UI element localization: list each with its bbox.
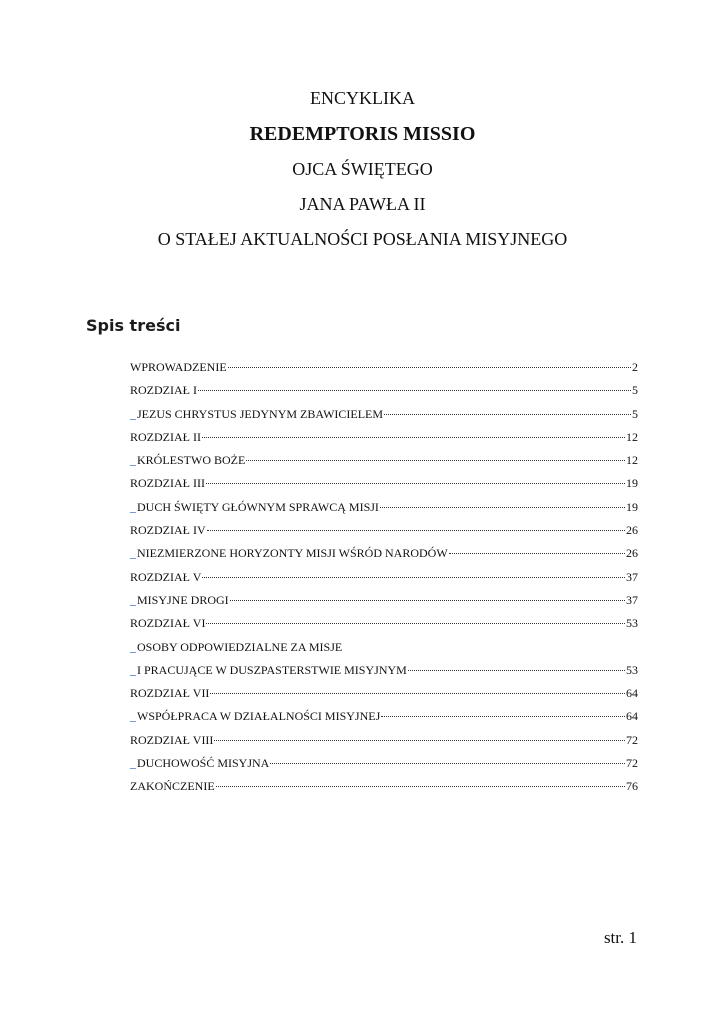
toc-entry[interactable] — [130, 686, 638, 709]
toc-entry-page[interactable]: 12 — [626, 453, 638, 468]
toc-entry[interactable] — [130, 546, 638, 569]
toc-entry-page[interactable]: 72 — [626, 732, 638, 747]
page-number: str. 1 — [603, 928, 637, 947]
toc-dot-leader — [210, 693, 625, 694]
toc-dot-leader — [206, 623, 625, 624]
document-author-line: OJCA ŚWIĘTEGO — [292, 159, 433, 179]
toc-entry-title[interactable]: ROZDZIAŁ I — [130, 383, 197, 398]
toc-entry-page[interactable]: 37 — [626, 569, 638, 584]
toc-entry[interactable] — [130, 756, 638, 779]
toc-entry-title[interactable]: _ KRÓLESTWO BOŻE — [130, 453, 245, 468]
toc-entry[interactable] — [130, 383, 638, 406]
toc-dot-leader — [228, 367, 631, 368]
toc-entry-page[interactable]: 26 — [626, 523, 638, 538]
toc-entry-page[interactable]: 5 — [632, 383, 638, 398]
document-title: REDEMPTORIS MISSIO — [249, 123, 476, 145]
toc-entry-page[interactable]: 2 — [632, 360, 638, 374]
toc-entry-title[interactable]: ROZDZIAŁ IV — [130, 523, 206, 538]
toc-dot-leader — [246, 460, 625, 461]
toc-entry-title[interactable]: ROZDZIAŁ VI — [130, 616, 206, 631]
toc-entry[interactable] — [130, 733, 638, 756]
toc-entry-page[interactable]: 76 — [626, 779, 638, 794]
toc-entry-title[interactable]: ZAKOŃCZENIE — [130, 779, 215, 794]
toc-entry-page[interactable]: 19 — [626, 476, 638, 491]
document-subtitle: O STAŁEJ AKTUALNOŚCI POSŁANIA MISYJNEGO — [157, 229, 568, 249]
toc-heading: Spis treści — [86, 316, 181, 335]
toc-entry-title[interactable]: _ WSPÓŁPRACA W DZIAŁALNOŚCI MISYJNEJ — [130, 709, 380, 724]
toc-entry-page[interactable]: 26 — [626, 546, 638, 561]
toc-entry[interactable] — [130, 663, 638, 686]
toc-dot-leader — [381, 716, 625, 717]
toc-dot-leader — [449, 553, 625, 554]
toc-entry[interactable] — [130, 360, 638, 383]
toc-dot-leader — [270, 763, 625, 764]
table-of-contents — [130, 360, 638, 803]
toc-entry-title[interactable]: _ DUCHOWOŚĆ MISYJNA — [130, 756, 269, 771]
toc-entry[interactable] — [130, 476, 638, 499]
toc-entry-title[interactable]: _ NIEZMIERZONE HORYZONTY MISJI WŚRÓD NARODÓW — [130, 546, 448, 561]
toc-entry-page[interactable]: 5 — [632, 406, 638, 421]
toc-entry-page[interactable]: 64 — [626, 709, 638, 724]
toc-entry-title[interactable]: ROZDZIAŁ VII — [130, 686, 210, 701]
toc-dot-leader — [207, 530, 625, 531]
toc-dot-leader — [384, 414, 631, 415]
toc-dot-leader — [216, 786, 625, 787]
toc-dot-leader — [214, 740, 625, 741]
document-author-name: JANA PAWŁA II — [299, 194, 426, 214]
toc-entry-title[interactable]: WPROWADZENIE — [130, 360, 227, 374]
toc-entry-title[interactable]: _ DUCH ŚWIĘTY GŁÓWNYM SPRAWCĄ MISJI — [130, 500, 379, 515]
toc-entry-title[interactable]: ROZDZIAŁ V — [130, 569, 202, 584]
toc-entry[interactable] — [130, 500, 638, 523]
toc-dot-leader — [408, 670, 625, 671]
toc-entry[interactable] — [130, 593, 638, 616]
toc-entry[interactable] — [130, 779, 638, 802]
toc-dot-leader — [380, 507, 625, 508]
toc-entry-page[interactable]: 53 — [626, 662, 638, 677]
toc-entry-page[interactable]: 72 — [626, 756, 638, 771]
toc-entry-title[interactable]: _ OSOBY ODPOWIEDZIALNE ZA MISJE — [130, 640, 342, 655]
toc-entry[interactable] — [130, 570, 638, 593]
toc-entry-page[interactable]: 19 — [626, 499, 638, 514]
toc-entry-title[interactable]: ROZDZIAŁ VIII — [130, 732, 214, 747]
toc-dot-leader — [198, 390, 631, 391]
document-type: ENCYKLIKA — [310, 88, 415, 108]
toc-entry-title[interactable]: ROZDZIAŁ III — [130, 476, 205, 491]
toc-entry[interactable] — [130, 616, 638, 639]
toc-entry-page[interactable]: 12 — [626, 429, 638, 444]
toc-entry[interactable] — [130, 407, 638, 430]
document-title-block — [0, 86, 725, 251]
toc-entry-title[interactable]: ROZDZIAŁ II — [130, 429, 201, 444]
toc-entry[interactable] — [130, 523, 638, 546]
toc-entry-page[interactable]: 53 — [626, 616, 638, 631]
toc-entry[interactable] — [130, 430, 638, 453]
toc-entry[interactable] — [130, 640, 638, 663]
toc-dot-leader — [230, 600, 625, 601]
toc-dot-leader — [202, 577, 625, 578]
toc-entry-title[interactable]: _ MISYJNE DROGI — [130, 593, 229, 608]
toc-entry-title[interactable]: _ JEZUS CHRYSTUS JEDYNYM ZBAWICIELEM — [130, 407, 383, 422]
toc-entry[interactable] — [130, 709, 638, 732]
toc-entry-title[interactable]: _ I PRACUJĄCE W DUSZPASTERSTWIE MISYJNYM — [130, 663, 407, 678]
toc-entry[interactable] — [130, 453, 638, 476]
toc-entry-page[interactable]: 64 — [626, 686, 638, 701]
toc-entry-page[interactable]: 37 — [626, 592, 638, 607]
toc-dot-leader — [202, 437, 625, 438]
toc-dot-leader — [206, 483, 625, 484]
